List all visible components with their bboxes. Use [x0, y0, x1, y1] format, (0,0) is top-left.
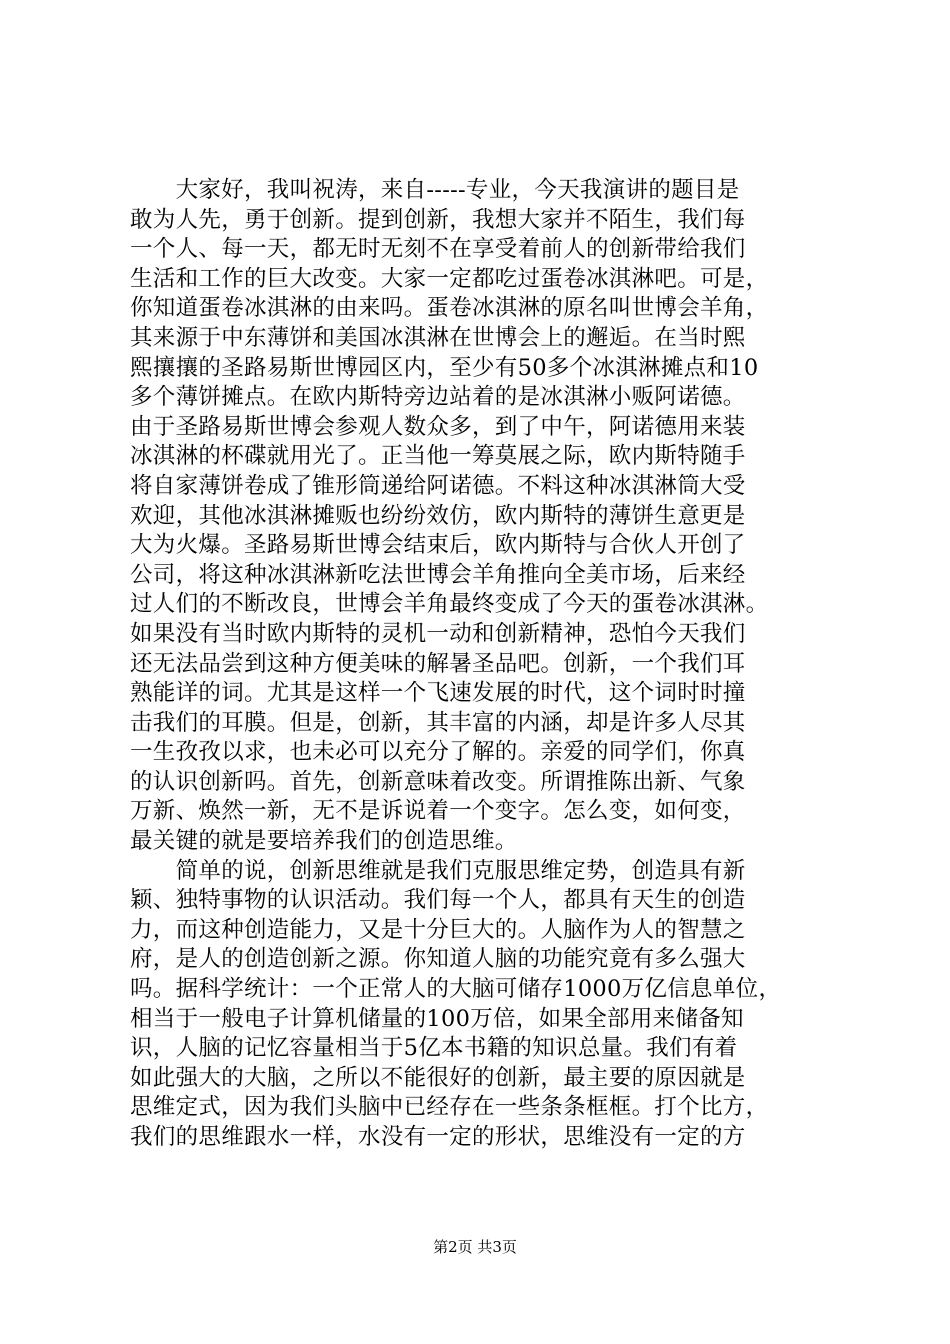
text-line: 其来源于中东薄饼和美国冰淇淋在世博会上的邂逅。在当时熙 [130, 324, 746, 351]
page-footer: 第2页 共3页 [433, 1238, 517, 1256]
text-line: 多个薄饼摊点。在欧内斯特旁边站着的是冰淇淋小贩阿诺德。 [130, 384, 746, 411]
text-line: 我们的思维跟水一样，水没有一定的形状，思维没有一定的方 [130, 1124, 746, 1150]
body-text [130, 176, 830, 1153]
text-line: 的认识创新吗。首先，创新意味着改变。所谓推陈出新、气象 [130, 768, 746, 795]
text-line: 如此强大的大脑，之所以不能很好的创新，最主要的原因就是 [130, 1064, 746, 1091]
text-line: 由于圣路易斯世博会参观人数众多，到了中午，阿诺德用来装 [130, 413, 746, 440]
text-line: 识，人脑的记忆容量相当于5亿本书籍的知识总量。我们有着 [130, 1035, 738, 1062]
text-line: 熟能详的词。尤其是这样一个飞速发展的时代，这个词时时撞 [130, 680, 746, 707]
text-line: 府，是人的创造创新之源。你知道人脑的功能究竟有多么强大 [130, 946, 746, 973]
text-line: 生活和工作的巨大改变。大家一定都吃过蛋卷冰淇淋吧。可是， [130, 265, 769, 292]
text-line: 还无法品尝到这种方便美味的解暑圣品吧。创新，一个我们耳 [130, 650, 746, 677]
text-line: 敢为人先，勇于创新。提到创新，我想大家并不陌生，我们每 [130, 206, 746, 233]
text-line: 简单的说，创新思维就是我们克服思维定势，创造具有新 [130, 857, 746, 884]
text-line: 熙攘攘的圣路易斯世博园区内，至少有50多个冰淇淋摊点和10 [130, 354, 759, 381]
text-line: 力，而这种创造能力，又是十分巨大的。人脑作为人的智慧之 [130, 916, 746, 943]
text-line: 大家好，我叫祝涛，来自-----专业，今天我演讲的题目是 [130, 177, 740, 203]
text-line: 冰淇淋的杯碟就用光了。正当他一筹莫展之际，欧内斯特随手 [130, 443, 746, 470]
text-line: 颖、独特事物的认识活动。我们每一个人，都具有天生的创造 [130, 887, 746, 914]
text-line: 欢迎，其他冰淇淋摊贩也纷纷效仿，欧内斯特的薄饼生意更是 [130, 502, 746, 529]
text-line: 一个人、每一天，都无时无刻不在享受着前人的创新带给我们 [130, 236, 746, 263]
text-line: 将自家薄饼卷成了锥形筒递给阿诺德。不料这种冰淇淋筒大受 [130, 472, 746, 499]
text-line: 相当于一般电子计算机储量的100万倍，如果全部用来储备知 [130, 1005, 744, 1032]
text-line: 大为火爆。圣路易斯世博会结束后，欧内斯特与合伙人开创了 [130, 532, 746, 559]
text-line: 公司，将这种冰淇淋新吃法世博会羊角推向全美市场，后来经 [130, 561, 746, 588]
text-line: 最关键的就是要培养我们的创造思维。 [130, 828, 518, 855]
text-line: 如果没有当时欧内斯特的灵机一动和创新精神，恐怕今天我们 [130, 620, 746, 647]
text-line: 你知道蛋卷冰淇淋的由来吗。蛋卷冰淇淋的原名叫世博会羊角， [130, 295, 769, 322]
text-line: 万新、焕然一新，无不是诉说着一个变字。怎么变，如何变， [130, 798, 746, 825]
text-line: 思维定式，因为我们头脑中已经存在一些条条框框。打个比方， [130, 1094, 769, 1121]
text-line: 吗。据科学统计：一个正常人的大脑可储存1000万亿信息单位， [130, 976, 782, 1003]
text-line: 一生孜孜以求，也未必可以充分了解的。亲爱的同学们，你真 [130, 739, 746, 766]
text-line: 过人们的不断改良，世博会羊角最终变成了今天的蛋卷冰淇淋。 [130, 591, 769, 618]
text-line: 击我们的耳膜。但是，创新，其丰富的内涵，却是许多人尽其 [130, 709, 746, 736]
